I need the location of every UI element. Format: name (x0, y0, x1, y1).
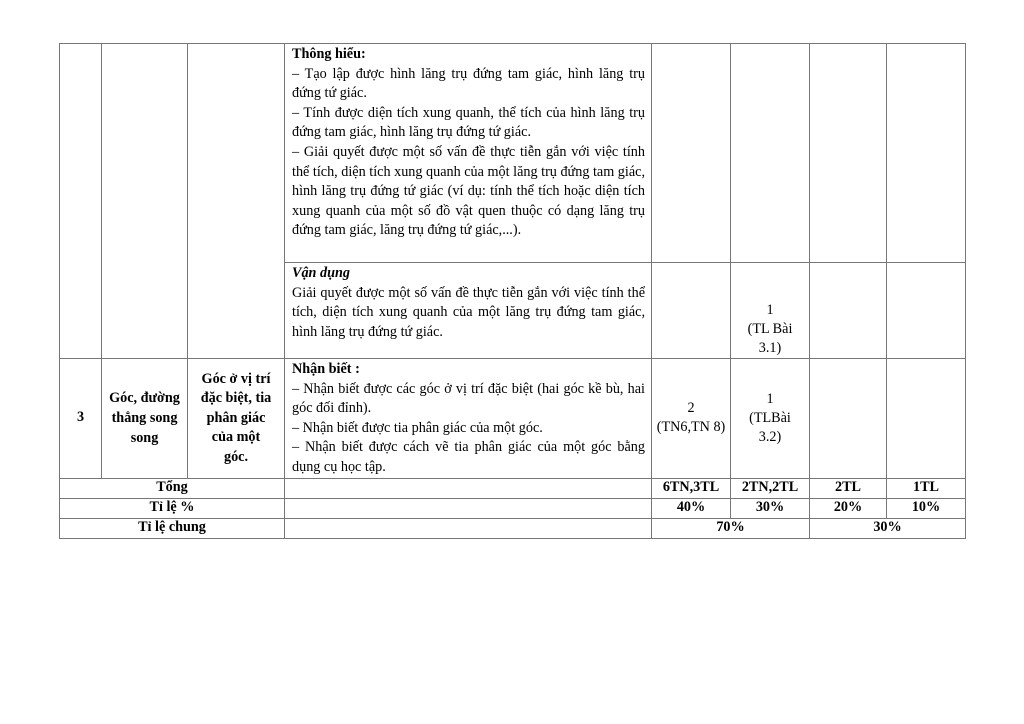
assessment-matrix-table (59, 43, 966, 539)
question-ref: (TN6,TN 8) (656, 419, 726, 436)
chapter-cell (102, 359, 188, 479)
table-row-overall (60, 518, 966, 538)
total-thong-hieu: 2TN,2TL (731, 478, 810, 498)
overall-knowledge: 70% (652, 518, 810, 538)
chapter-cell (102, 44, 188, 359)
nhan-biet-cell (652, 263, 731, 359)
empty-cell (285, 518, 652, 538)
nhan-biet-cell (652, 359, 731, 479)
requirement-line: – Giải quyết được một số vấn đề thực tiễn gắn với việc tính thể tích, diện tích xung quanh của một lăng trụ đứng tam giác, hình lăng trụ đứng tứ giác (ví dụ: tính thể tích hoặc diện tích xung quanh của một số đồ vật quen thuộc có dạng lăng trụ đứng tam giác, lăng trụ đứng tứ giác,...). (292, 143, 645, 239)
van-dung-cao-cell (887, 359, 966, 479)
table-row-total (60, 478, 966, 498)
empty-cell (285, 478, 652, 498)
total-nhan-biet: 6TN,3TL (652, 478, 731, 498)
question-ref: (TL Bài 3.1) (747, 321, 793, 356)
content-cell (188, 44, 285, 359)
content-name: Góc ở vị trí đặc biệt, tia phân giác của một góc. (200, 370, 272, 465)
question-ref: (TLBài 3.2) (749, 409, 791, 445)
topic-number-cell (60, 44, 102, 359)
content-cell (188, 359, 285, 479)
total-van-dung-cao: 1TL (887, 478, 966, 498)
thong-hieu-cell (731, 44, 810, 263)
question-count: 1 (766, 302, 774, 318)
requirement-cell (285, 263, 652, 359)
thong-hieu-cell (731, 263, 810, 359)
chapter-name: Góc, đường thẳng song song (109, 390, 180, 447)
total-van-dung: 2TL (810, 478, 887, 498)
thong-hieu-cell (731, 359, 810, 479)
van-dung-cao-cell (887, 44, 966, 263)
table-row-percent (60, 498, 966, 518)
level-heading-van-dung: Vận dụng (292, 265, 350, 281)
level-heading-nhan-biet: Nhận biết : (292, 361, 360, 377)
table-row-thong-hieu (60, 44, 966, 263)
topic-number-cell: 3 (60, 359, 102, 479)
percent-nhan-biet: 40% (652, 498, 731, 518)
empty-cell (285, 498, 652, 518)
question-count: 2 (687, 400, 695, 417)
requirement-line: – Nhận biết được các góc ở vị trí đặc biệt (hai góc kề bù, hai góc đối đỉnh). (292, 380, 645, 417)
table-row-topic-3 (60, 359, 966, 479)
level-heading-thong-hieu: Thông hiểu: (292, 46, 366, 62)
requirement-text: Giải quyết được một số vấn đề thực tiễn gắn với việc tính thể tích, diện tích xung quanh của một lăng trụ đứng tam giác, hình lăng trụ đứng tứ giác. (292, 284, 645, 340)
requirement-line: – Nhận biết được tia phân giác của một góc. (292, 419, 543, 436)
requirement-line: – Tính được diện tích xung quanh, thể tích của hình lăng trụ đứng tam giác, hình lăng trụ đứng tứ giác. (292, 104, 645, 141)
requirement-cell (285, 44, 652, 263)
question-count: 1 (766, 390, 774, 407)
van-dung-cell (810, 44, 887, 263)
percent-van-dung-cao: 10% (887, 498, 966, 518)
nhan-biet-cell (652, 44, 731, 263)
requirement-line: – Nhận biết được cách vẽ tia phân giác của một góc bằng dụng cụ học tập. (292, 439, 645, 475)
percent-label: Tỉ lệ % (60, 498, 285, 518)
van-dung-cell (810, 263, 887, 359)
overall-application: 30% (810, 518, 966, 538)
requirement-cell (285, 359, 652, 479)
overall-label: Tỉ lệ chung (60, 518, 285, 538)
requirement-line: – Tạo lập được hình lăng trụ đứng tam giác, hình lăng trụ đứng tứ giác. (292, 65, 645, 102)
van-dung-cell (810, 359, 887, 479)
van-dung-cao-cell (887, 263, 966, 359)
percent-thong-hieu: 30% (731, 498, 810, 518)
total-label: Tổng (60, 478, 285, 498)
percent-van-dung: 20% (810, 498, 887, 518)
